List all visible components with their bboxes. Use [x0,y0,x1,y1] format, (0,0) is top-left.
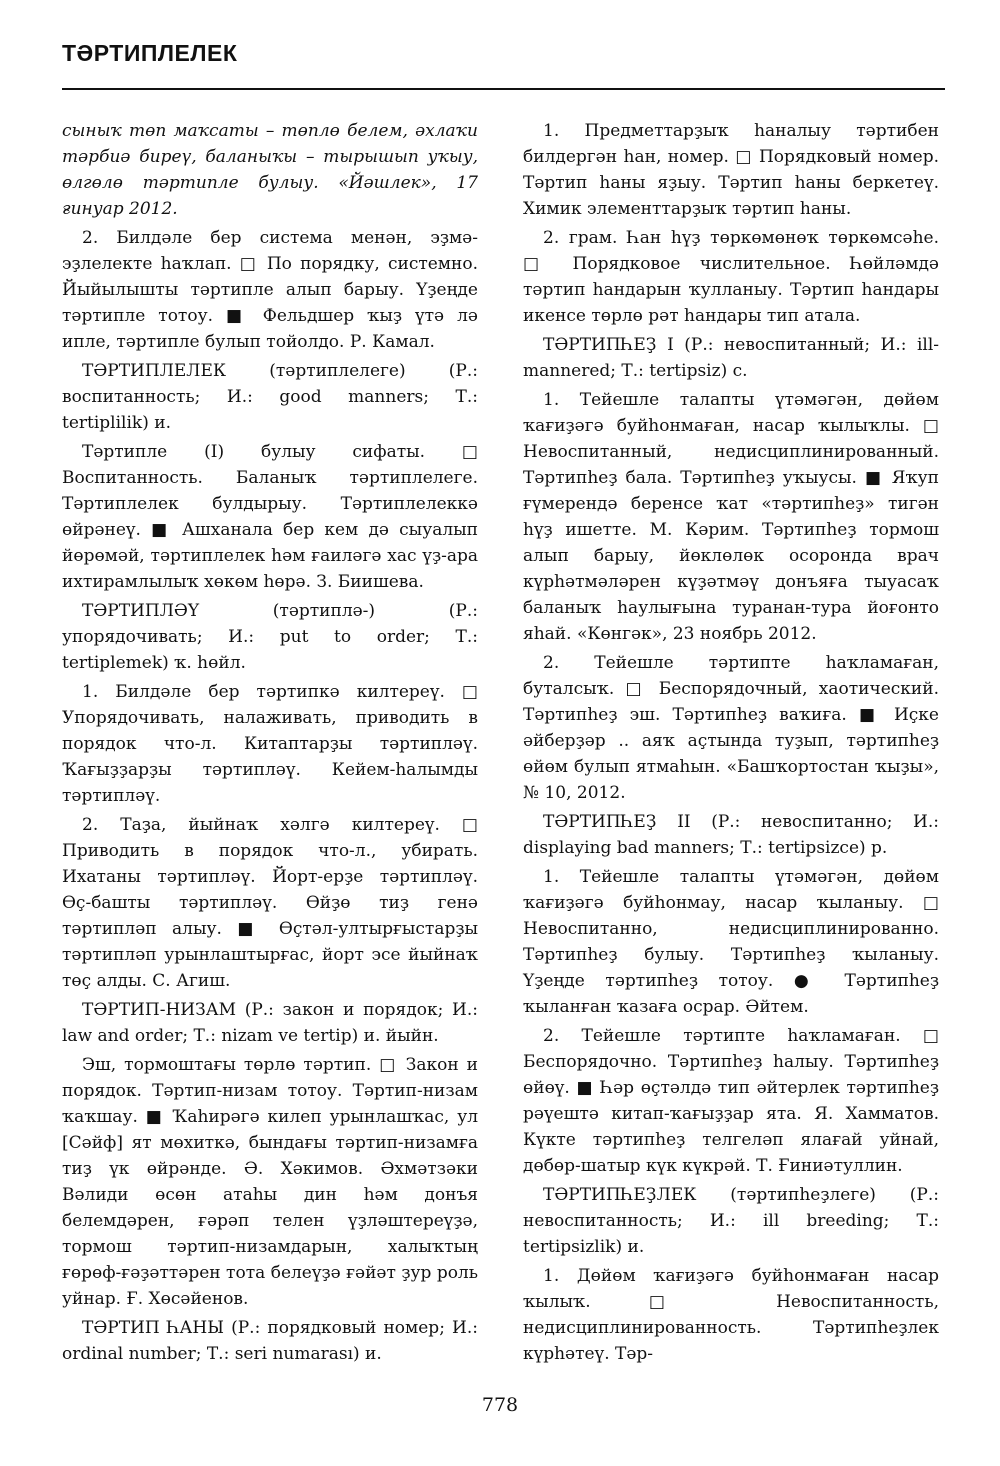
page-number: 778 [481,1394,519,1416]
sense-paragraph: 1. Тейешле талапты үтәмәгән, дөйөм ҡағиҙәгә буйһонмау, насар ҡыланыу. □ Невоспитанно, недисциплинированно. Тәртипһеҙ булыу. Тәртипһеҙ ҡыланыу. Үҙеңде тәртипһеҙ тотоу. ● Тәртипһеҙ ҡыланған ҡазаға осрар. Әйтем. [523,867,939,1017]
entry-paragraph: ТӘРТИПҺЕҘ I (Р.: невоспитанный; И.: ill-mannered; Т.: tertipsiz) с. [523,335,939,381]
sense-paragraph: 1. Предметтарҙыҡ һаналыу тәртибен билдергән һан, номер. □ Порядковый номер. Тәртип һаны яҙыу. Тәртип һаны беркетеү. Химик элементтарҙыҡ тәртип һаны. [523,121,939,219]
sense-paragraph: 1. Дөйөм ҡағиҙәгә буйһонмаған насар ҡылыҡ. □ Невоспитанность, недисциплинированность. Тәртипһеҙлек күрһәтеү. Тәр- [523,1266,939,1364]
sense-paragraph: Эш, тормоштағы төрлө тәртип. □ Закон и порядок. Тәртип-низам тотоу. Тәртип-низам ҡаҡшау. ■ Ҡаһирәгә килеп урынлашҡас, ул [Сәйф] ят мөхиткә, бындағы тәртип-низамға тиҙ үк өйрәнде. Ә. Хәкимов. Әхмәтзәки Вәлиди өсөн атаһы дин һәм донъя белемдәрен, ғәрәп телен үҙләштереүҙә, тормош тәртип-низамдарын, халыҡтың ғөрөф-ғәҙәттәрен тота белеүҙә ғәйәт ҙур роль уйнар. Ғ. Хөсәйенов. [62,1055,478,1309]
entry-paragraph: ТӘРТИП ҺАНЫ (Р.: порядковый номер; И.: ordinal number; Т.: seri numarası) и. [62,1318,478,1364]
entry-paragraph: ТӘРТИПЛЕЛЕК (тәртиплелеге) (Р.: воспитанность; И.: good manners; Т.: tertiplilik) и. [62,361,478,433]
sense-paragraph: 2. Билдәле бер система менән, эҙмә-эҙлелекте һаҡлап. □ По порядку, системно. Йыйылышты тәртипле алып барыу. Үҙеңде тәртипле тотоу. ■ Фельдшер ҡыҙ үтә лә ипле, тәртипле булып тойолдо. Р. Камал. [62,228,478,352]
right-column [523,118,939,1370]
entry-paragraph: ТӘРТИПЛӘҮ (тәртиплә-) (Р.: упорядочивать; И.: put to order; Т.: tertiplemek) ҡ. һөйл. [62,601,478,673]
header-rule [62,88,945,90]
left-column [62,118,478,1370]
sense-paragraph: 2. Тейешле тәртипте һаҡламаған, буталсыҡ. □ Беспорядочный, хаотический. Тәртипһеҙ эш. Тәртипһеҙ ваҡиға. ■ Иҫке әйберҙәр .. аяҡ аҫтында туҙып, тәртипһеҙ өйөм булып ятмаһын. «Башҡортостан ҡыҙы», № 10, 2012. [523,653,939,803]
running-head: ТӘРТИПЛЕЛЕК [62,40,238,66]
sense-paragraph: Тәртипле (I) булыу сифаты. □ Воспитанность. Баланыҡ тәртиплелеге. Тәртиплелек булдырыу. Тәртиплелеккә өйрәнеү. ■ Ашханала бер кем дә сыуалып йөрөмәй, тәртиплелек һәм ғаиләгә хас үҙ-ара ихтирамлылыҡ хөкөм һөрә. З. Биишева. [62,442,478,592]
entry-paragraph: ТӘРТИПҺЕҘ II (Р.: невоспитанно; И.: displaying bad manners; Т.: tertipsizce) р. [523,812,939,858]
entry-paragraph: ТӘРТИПҺЕҘЛЕК (тәртипһеҙлеге) (Р.: невоспитанность; И.: ill breeding; Т.: tertipsizlik) и. [523,1185,939,1257]
entry-continuation: сыныҡ төп маҡсаты – төплө белем, әхлаҡи тәрбиә биреү, баланыҡы – тырышып уҡыу, өлгөлө тәртипле булыу. «Йәшлек», 17 ғинуар 2012. [62,121,478,219]
sense-paragraph: 1. Билдәле бер тәртипкә килтереү. □ Упорядочивать, налаживать, приводить в порядок что-л. Китаптарҙы тәртипләү. Ҡағыҙҙарҙы тәртипләү. Кейем-һалымды тәртипләү. [62,682,478,806]
entry-paragraph: ТӘРТИП-НИЗАМ (Р.: закон и порядок; И.: law and order; Т.: nizam ve tertip) и. йыйн. [62,1000,478,1046]
sense-paragraph: 1. Тейешле талапты үтәмәгән, дөйөм ҡағиҙәгә буйһонмаған, насар ҡылыҡлы. □ Невоспитанный, недисциплинированный. Тәртипһеҙ бала. Тәртипһеҙ уҡыусы. ■ Яҡуп ғүмерендә беренсе ҡат «тәртипһеҙ» тигән һүҙ ишетте. М. Кәрим. Тәртипһеҙ тормош алып барыу, йөклөлөк осоронда врач күрһәтмәләрен күҙәтмәү донъяға тыуасаҡ баланыҡ һаулығына туранан-тура йоғонто яһай. «Көнгәк», 23 ноябрь 2012. [523,390,939,644]
sense-paragraph: 2. Тейешле тәртипте һаҡламаған. □ Беспорядочно. Тәртипһеҙ һалыу. Тәртипһеҙ өйөү. ■ Һәр өҫтәлдә тип әйтерлек тәртипһеҙ рәүештә китап-ҡағыҙҙар ята. Я. Хамматов. Күкте тәртипһеҙ телгеләп ялағай уйнай, дөбөр-шатыр күк күкрәй. Т. Ғиниәтуллин. [523,1026,939,1176]
sense-paragraph: 2. грам. Һан һүҙ төркөмөнөҡ төркөмсәһе. □ Порядковое числительное. Һөйләмдә тәртип һандарын ҡулланыу. Тәртип һандары икенсе төрлө рәт һандары тип атала. [523,228,939,326]
sense-paragraph: 2. Таҙа, йыйнаҡ хәлгә килтереү. □ Приводить в порядок что-л., убирать. Ихатаны тәртипләү. Йорт-ерҙе тәртипләү. Өҫ-башты тәртипләү. Өйҙө тиҙ генә тәртипләп алыу. ■ Өҫтәл-ултырғыстарҙы тәртипләп урынлаштырғас, йорт эсе йыйнаҡ төҫ алды. С. Агиш. [62,815,478,991]
